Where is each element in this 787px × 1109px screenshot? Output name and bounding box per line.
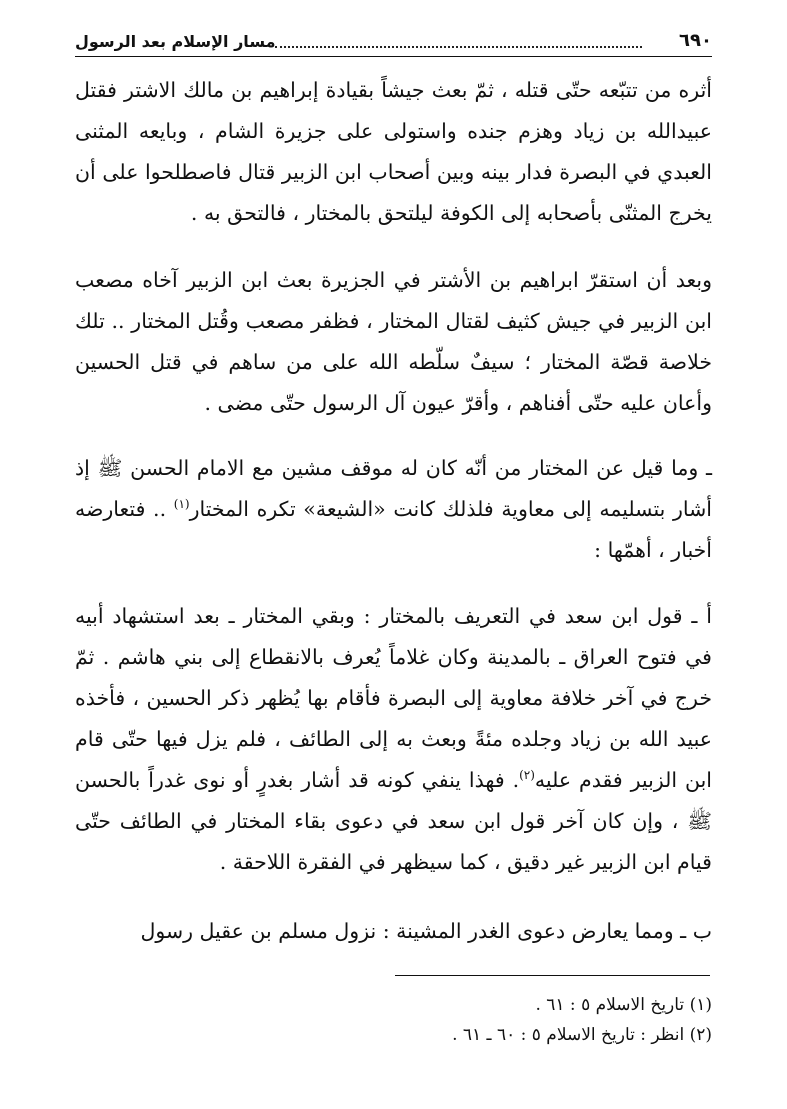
paragraph-4-text-end: . فهذا ينفي كونه قد أشار بغدرٍ أو نوى غدراً بالحسن ﷺ ، وإن كان آخر قول ابن سعد في دعوى بقاء المختار في الطائف حتّى قيام ابن الزبير غير دقيق ، كما سيظهر في الفقرة اللاحقة . bbox=[75, 768, 712, 874]
main-text bbox=[75, 70, 712, 952]
footnote-ref-1: (١) bbox=[173, 497, 190, 512]
paragraph-2: وبعد أن استقرّ ابراهيم بن الأشتر في الجزيرة بعث ابن الزبير آخاه مصعب ابن الزبير في جيش كثيف لقتال المختار ، فظفر مصعب وقُتل المختار .. تلك خلاصة قصّة المختار ؛ سيفٌ سلّطه الله على من ساهم في قتل الحسين وأعان عليه حتّى أفناهم ، وأقرّ عيون آل الرسول حتّى مضى . bbox=[75, 268, 712, 415]
running-header bbox=[75, 30, 712, 57]
paragraph-3 bbox=[75, 448, 712, 571]
paragraph-3-text-end: .. فتعارضه أخبار ، أهمّها : bbox=[75, 497, 712, 562]
paragraph-5: ب ـ ومما يعارض دعوى الغدر المشينة : نزول مسلم بن عقيل رسول bbox=[140, 919, 712, 943]
paragraph-4 bbox=[75, 596, 712, 883]
footnote-1: (١) تاريخ الاسلام ٥ : ٦١ . bbox=[535, 995, 712, 1015]
header-dot-leader bbox=[275, 46, 642, 48]
running-title: مسار الإسلام بعد الرسول bbox=[75, 32, 276, 51]
footnote-2: (٢) انظر : تاريخ الاسلام ٥ : ٦٠ ـ ٦١ . bbox=[452, 1025, 712, 1045]
paragraph-1: أثره من تتبّعه حتّى قتله ، ثمّ بعث جيشاً بقيادة إبراهيم بن مالك الاشتر فقتل عبيدالله بن زياد وهزم جنده واستولى على جزيرة الشام ، وبايعه المثنى العبدي في البصرة فدار بينه وبين أصحاب ابن الزبير قتال فاصطلحوا على أن يخرج المثنّى بأصحابه إلى الكوفة ليلتحق بالمختار ، فالتحق به . bbox=[75, 78, 712, 225]
page-number: ٦٩٠ bbox=[679, 30, 712, 51]
footnotes bbox=[75, 990, 712, 1050]
paragraph-3-text: ـ وما قيل عن المختار من أنّه كان له موقف مشين مع الامام الحسن ﷺ إذ أشار بتسليمه إلى معاوية فلذلك كانت «الشيعة» تكره المختار bbox=[75, 456, 713, 521]
paragraph-4-text: أ ـ قول ابن سعد في التعريف بالمختار : وبقي المختار ـ بعد استشهاد أبيه في فتوح العراق ـ بالمدينة وكان غلاماً يُعرف بالانقطاع إلى بني هاشم . ثمّ خرج في آخر خلافة معاوية إلى البصرة فأقام بها يُظهر ذكر الحسين ، فأخذه عبيد الله بن زياد وجلده مئةً وبعث به إلى الطائف ، فلم يزل فيها حتّى قام ابن الزبير فقدم عليه bbox=[75, 604, 712, 792]
footnote-separator bbox=[395, 975, 710, 976]
footnote-ref-2: (٢) bbox=[519, 768, 535, 783]
